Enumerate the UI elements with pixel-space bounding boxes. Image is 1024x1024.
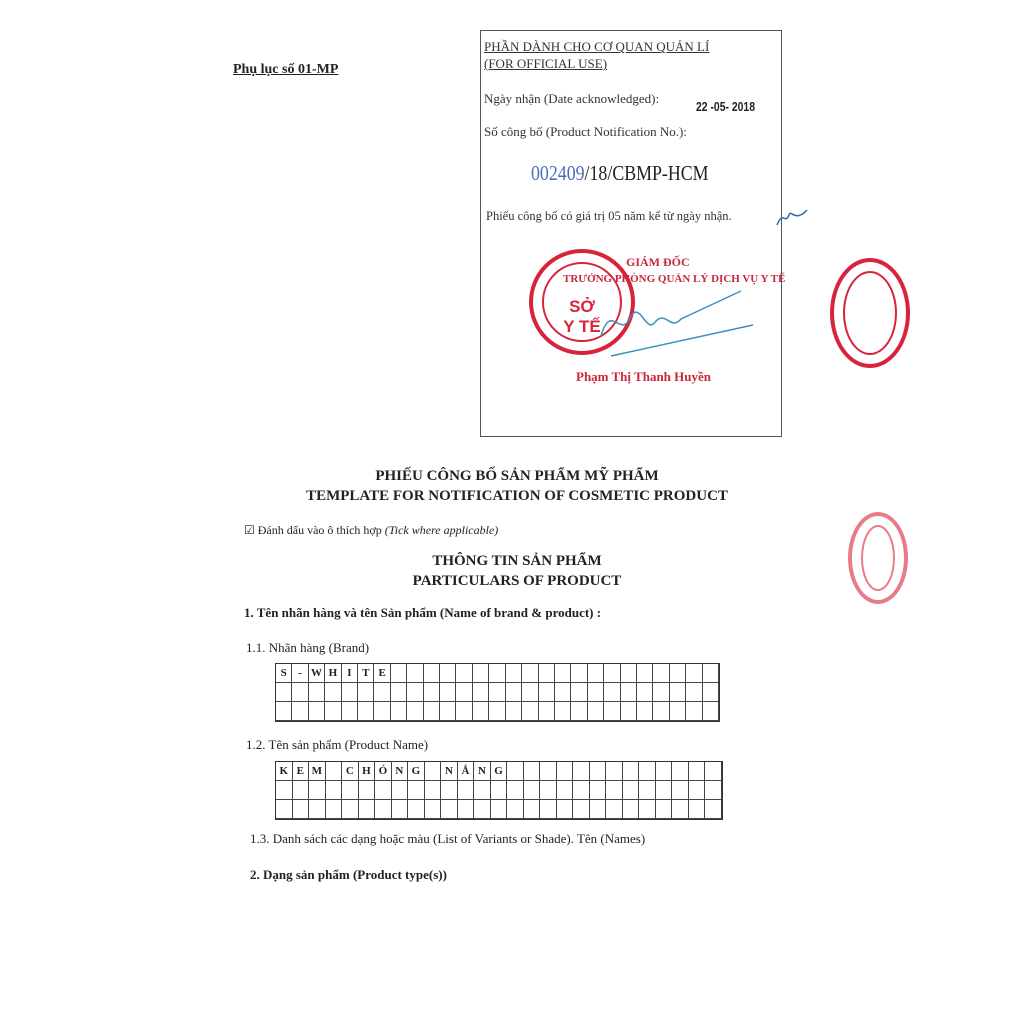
grid-cell[interactable] xyxy=(656,762,673,781)
grid-cell[interactable]: G xyxy=(491,762,508,781)
stamp-text: SỞ xyxy=(569,297,595,316)
grid-cell[interactable] xyxy=(491,781,508,800)
grid-cell[interactable] xyxy=(293,800,310,819)
signer-title: GIÁM ĐỐC xyxy=(626,255,690,269)
grid-cell[interactable] xyxy=(672,800,689,819)
grid-cell[interactable] xyxy=(326,762,343,781)
notification-suffix: /18/CBMP-HCM xyxy=(584,161,709,185)
signer-name: Phạm Thị Thanh Huyền xyxy=(576,369,711,384)
grid-cell[interactable] xyxy=(359,800,376,819)
grid-cell[interactable] xyxy=(604,702,620,721)
grid-cell[interactable] xyxy=(639,762,656,781)
grid-cell[interactable] xyxy=(703,664,719,683)
grid-cell[interactable] xyxy=(539,664,555,683)
grid-cell[interactable] xyxy=(686,683,702,702)
grid-cell[interactable] xyxy=(670,702,686,721)
grid-cell[interactable]: K xyxy=(276,762,293,781)
tick-note xyxy=(244,523,498,538)
grid-cell[interactable] xyxy=(491,800,508,819)
grid-cell[interactable] xyxy=(653,702,669,721)
grid-cell[interactable] xyxy=(276,683,292,702)
grid-cell[interactable] xyxy=(309,702,325,721)
grid-cell[interactable]: M xyxy=(309,762,326,781)
grid-cell[interactable] xyxy=(489,664,505,683)
grid-cell[interactable] xyxy=(292,683,308,702)
grid-cell[interactable]: H xyxy=(325,664,341,683)
grid-cell[interactable] xyxy=(670,664,686,683)
grid-cell[interactable] xyxy=(571,702,587,721)
grid-cell[interactable]: T xyxy=(358,664,374,683)
grid-cell[interactable] xyxy=(588,683,604,702)
grid-cell[interactable] xyxy=(474,781,491,800)
grid-cell[interactable] xyxy=(392,781,409,800)
grid-cell[interactable] xyxy=(588,702,604,721)
grid-cell[interactable]: C xyxy=(342,762,359,781)
grid-cell[interactable] xyxy=(456,702,472,721)
grid-cell[interactable] xyxy=(621,702,637,721)
grid-cell[interactable] xyxy=(604,664,620,683)
grid-cell[interactable] xyxy=(555,683,571,702)
grid-cell[interactable] xyxy=(424,664,440,683)
grid-cell[interactable]: E xyxy=(293,762,310,781)
grid-cell[interactable] xyxy=(440,683,456,702)
grid-cell[interactable] xyxy=(590,781,607,800)
grid-cell[interactable] xyxy=(507,781,524,800)
grid-cell[interactable]: Ắ xyxy=(458,762,475,781)
grid-cell[interactable] xyxy=(639,781,656,800)
grid-cell[interactable] xyxy=(276,702,292,721)
grid-cell[interactable]: H xyxy=(359,762,376,781)
section-1-heading: 1. Tên nhãn hàng và tên Sản phẩm (Name of brand & product) : xyxy=(244,605,602,620)
grid-cell[interactable] xyxy=(522,683,538,702)
brand-grid[interactable] xyxy=(275,663,720,722)
grid-cell[interactable] xyxy=(375,781,392,800)
grid-cell[interactable] xyxy=(507,762,524,781)
grid-cell[interactable]: G xyxy=(408,762,425,781)
grid-cell[interactable] xyxy=(293,781,310,800)
grid-cell[interactable] xyxy=(309,683,325,702)
grid-cell[interactable] xyxy=(342,702,358,721)
grid-cell[interactable] xyxy=(456,683,472,702)
grid-cell[interactable] xyxy=(425,762,442,781)
signature xyxy=(591,281,761,361)
grid-cell[interactable] xyxy=(425,781,442,800)
grid-cell[interactable]: - xyxy=(292,664,308,683)
grid-cell[interactable] xyxy=(540,762,557,781)
grid-cell[interactable] xyxy=(522,702,538,721)
product-name-label: 1.2. Tên sản phẩm (Product Name) xyxy=(246,737,429,752)
grid-cell[interactable] xyxy=(705,800,722,819)
grid-cell[interactable]: Ó xyxy=(375,762,392,781)
grid-cell[interactable] xyxy=(606,762,623,781)
form-title-en: TEMPLATE FOR NOTIFICATION OF COSMETIC PRODUCT xyxy=(306,488,728,504)
grid-cell[interactable] xyxy=(539,683,555,702)
grid-cell[interactable] xyxy=(656,800,673,819)
section-title-en: PARTICULARS OF PRODUCT xyxy=(412,573,622,589)
stamp-text: Y TẾ xyxy=(563,317,601,336)
notification-label: Số công bố (Product Notification No.): xyxy=(484,124,687,139)
grid-cell[interactable] xyxy=(623,781,640,800)
notification-number xyxy=(531,161,709,186)
form-title: PHIẾU CÔNG BỐ SẢN PHẨM MỸ PHẨM xyxy=(375,468,659,484)
grid-cell[interactable] xyxy=(539,702,555,721)
grid-cell[interactable] xyxy=(604,683,620,702)
grid-cell[interactable] xyxy=(705,781,722,800)
grid-cell[interactable] xyxy=(424,683,440,702)
grid-cell[interactable]: S xyxy=(276,664,292,683)
section-title: THÔNG TIN SẢN PHẨM xyxy=(432,553,602,569)
grid-cell[interactable] xyxy=(424,702,440,721)
grid-cell[interactable] xyxy=(407,683,423,702)
grid-cell[interactable] xyxy=(441,800,458,819)
grid-cell[interactable] xyxy=(473,683,489,702)
grid-cell[interactable] xyxy=(557,762,574,781)
grid-cell[interactable] xyxy=(571,683,587,702)
grid-cell[interactable] xyxy=(425,800,442,819)
grid-cell[interactable] xyxy=(374,702,390,721)
grid-cell[interactable] xyxy=(524,800,541,819)
notification-stamped-digits: 002409 xyxy=(531,161,585,185)
grid-cell[interactable] xyxy=(590,762,607,781)
grid-cell[interactable] xyxy=(391,683,407,702)
grid-cell[interactable] xyxy=(571,664,587,683)
grid-cell[interactable] xyxy=(656,781,673,800)
grid-cell[interactable] xyxy=(474,800,491,819)
grid-cell[interactable] xyxy=(506,702,522,721)
grid-cell[interactable] xyxy=(407,702,423,721)
grid-cell[interactable] xyxy=(637,702,653,721)
grid-cell[interactable] xyxy=(507,800,524,819)
grid-cell[interactable] xyxy=(672,781,689,800)
grid-cell[interactable] xyxy=(637,683,653,702)
grid-cell[interactable] xyxy=(606,781,623,800)
grid-cell[interactable] xyxy=(342,800,359,819)
grid-cell[interactable] xyxy=(309,781,326,800)
grid-cell[interactable] xyxy=(392,800,409,819)
product-name-grid[interactable] xyxy=(275,761,723,820)
grid-cell[interactable]: E xyxy=(374,664,390,683)
grid-cell[interactable]: W xyxy=(309,664,325,683)
grid-cell[interactable] xyxy=(557,781,574,800)
grid-cell[interactable] xyxy=(506,683,522,702)
grid-cell[interactable] xyxy=(606,800,623,819)
grid-cell[interactable] xyxy=(374,683,390,702)
edge-stamp xyxy=(830,258,910,368)
grid-cell[interactable] xyxy=(522,664,538,683)
grid-cell[interactable] xyxy=(590,800,607,819)
tick-note-en: (Tick where applicable) xyxy=(384,523,499,537)
tick-note-text: Đánh dấu vào ô thích hợp xyxy=(257,523,382,537)
grid-cell[interactable] xyxy=(408,781,425,800)
grid-cell[interactable] xyxy=(292,702,308,721)
grid-cell[interactable] xyxy=(456,664,472,683)
appendix-label: Phụ lục số 01-MP xyxy=(233,62,339,77)
grid-cell[interactable] xyxy=(440,664,456,683)
grid-cell[interactable] xyxy=(524,762,541,781)
grid-cell[interactable] xyxy=(621,683,637,702)
grid-cell[interactable] xyxy=(473,702,489,721)
grid-cell[interactable] xyxy=(540,781,557,800)
date-value: 22 -05- 2018 xyxy=(696,99,755,114)
grid-cell[interactable]: N xyxy=(474,762,491,781)
grid-cell[interactable] xyxy=(524,781,541,800)
grid-cell[interactable] xyxy=(440,702,456,721)
grid-cell[interactable] xyxy=(703,702,719,721)
grid-cell[interactable] xyxy=(359,781,376,800)
grid-cell[interactable] xyxy=(689,762,706,781)
grid-cell[interactable] xyxy=(637,664,653,683)
section-2-heading: 2. Dạng sản phẩm (Product type(s)) xyxy=(250,867,447,882)
grid-cell[interactable] xyxy=(573,762,590,781)
grid-cell[interactable] xyxy=(705,762,722,781)
grid-cell[interactable] xyxy=(326,781,343,800)
grid-cell[interactable] xyxy=(653,683,669,702)
checked-box-icon: ☑ xyxy=(244,523,255,537)
grid-cell[interactable]: N xyxy=(441,762,458,781)
grid-cell[interactable] xyxy=(686,664,702,683)
grid-cell[interactable] xyxy=(276,800,293,819)
official-heading-en: (FOR OFFICIAL USE) xyxy=(484,56,608,71)
date-label: Ngày nhận (Date acknowledged): xyxy=(484,91,660,106)
grid-cell[interactable] xyxy=(375,800,392,819)
initials-mark xyxy=(775,205,810,230)
grid-cell[interactable] xyxy=(686,702,702,721)
grid-cell[interactable] xyxy=(689,800,706,819)
grid-cell[interactable] xyxy=(670,683,686,702)
grid-cell[interactable] xyxy=(358,702,374,721)
validity-note: Phiếu công bố có giá trị 05 năm kể từ ngày nhận. xyxy=(486,209,732,223)
grid-cell[interactable] xyxy=(573,800,590,819)
grid-cell[interactable] xyxy=(573,781,590,800)
grid-cell[interactable] xyxy=(623,800,640,819)
grid-cell[interactable] xyxy=(623,762,640,781)
grid-cell[interactable] xyxy=(309,800,326,819)
grid-cell[interactable] xyxy=(588,664,604,683)
grid-cell[interactable] xyxy=(391,702,407,721)
grid-cell[interactable] xyxy=(703,683,719,702)
grid-cell[interactable] xyxy=(458,781,475,800)
grid-cell[interactable] xyxy=(358,683,374,702)
grid-cell[interactable] xyxy=(639,800,656,819)
grid-cell[interactable] xyxy=(325,702,341,721)
grid-cell[interactable] xyxy=(653,664,669,683)
grid-cell[interactable] xyxy=(325,683,341,702)
grid-cell[interactable] xyxy=(540,800,557,819)
official-use-box xyxy=(480,30,786,437)
grid-cell[interactable] xyxy=(408,800,425,819)
grid-cell[interactable] xyxy=(458,800,475,819)
grid-cell[interactable] xyxy=(489,683,505,702)
grid-cell[interactable] xyxy=(672,762,689,781)
grid-cell[interactable] xyxy=(555,664,571,683)
signer-department: TRƯỞNG PHÒNG QUẢN LÝ DỊCH VỤ Y TẾ xyxy=(563,273,786,285)
grid-cell[interactable] xyxy=(342,683,358,702)
grid-cell[interactable] xyxy=(555,702,571,721)
grid-cell[interactable] xyxy=(441,781,458,800)
grid-cell[interactable] xyxy=(621,664,637,683)
grid-cell[interactable] xyxy=(326,800,343,819)
grid-cell[interactable] xyxy=(473,664,489,683)
variants-label: 1.3. Danh sách các dạng hoặc màu (List of Variants or Shade). Tên (Names) xyxy=(250,831,646,846)
grid-cell[interactable]: N xyxy=(392,762,409,781)
grid-cell[interactable] xyxy=(342,781,359,800)
grid-cell[interactable] xyxy=(276,781,293,800)
grid-cell[interactable]: I xyxy=(342,664,358,683)
grid-cell[interactable] xyxy=(391,664,407,683)
grid-cell[interactable] xyxy=(506,664,522,683)
grid-cell[interactable] xyxy=(407,664,423,683)
brand-label: 1.1. Nhãn hàng (Brand) xyxy=(246,640,370,655)
grid-cell[interactable] xyxy=(557,800,574,819)
official-heading: PHẦN DÀNH CHO CƠ QUAN QUẢN LÍ xyxy=(484,39,710,54)
grid-cell[interactable] xyxy=(689,781,706,800)
grid-cell[interactable] xyxy=(489,702,505,721)
